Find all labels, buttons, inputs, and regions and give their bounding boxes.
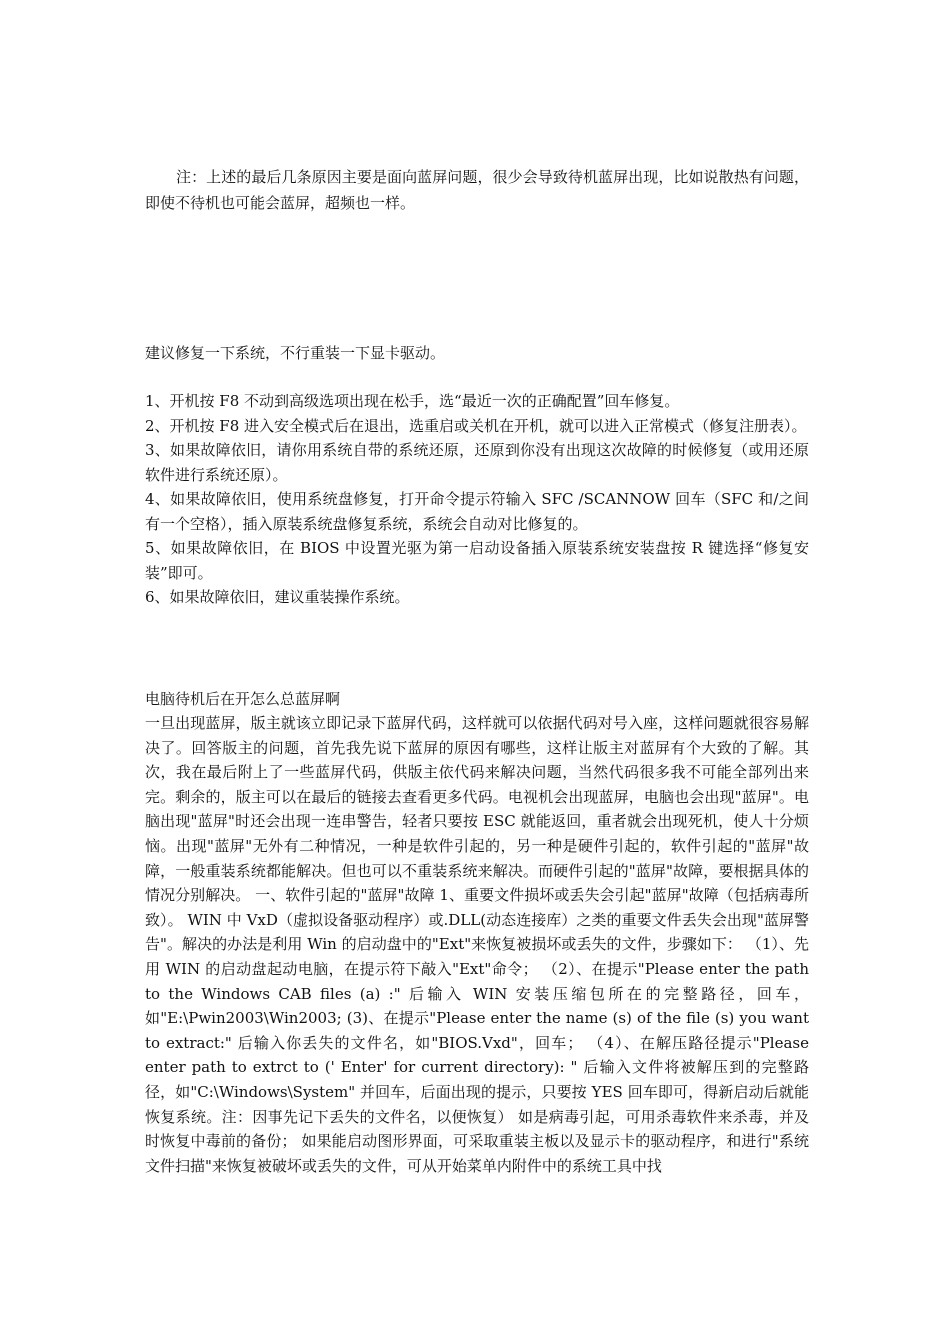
- list-item: 1、开机按 F8 不动到高级选项出现在松手，选“最近一次的正确配置”回车修复。: [145, 392, 680, 410]
- note-paragraph: 注：上述的最后几条原因主要是面向蓝屏问题，很少会导致待机蓝屏出现，比如说散热有问题，即使不待机也可能会蓝屏，超频也一样。: [145, 168, 809, 212]
- repair-steps-list: [145, 389, 809, 610]
- advice-line: 建议修复一下系统，不行重装一下显卡驱动。: [145, 344, 446, 362]
- list-item: 2、开机按 F8 进入安全模式后在退出，选重启或关机在开机，就可以进入正常模式（修复注册表）。: [145, 416, 807, 435]
- list-item: 4、如果故障依旧，使用系统盘修复，打开命令提示符输入 SFC /SCANNOW 回车（SFC 和/之间有一个空格），插入原装系统盘修复系统，系统会自动对比修复的。: [145, 490, 809, 533]
- list-item: 5、如果故障依旧，在 BIOS 中设置光驱为第一启动设备插入原装系统安装盘按 R 键选择“修复安装”即可。: [145, 539, 809, 582]
- list-item: 3、如果故障依旧，请你用系统自带的系统还原，还原到你没有出现这次故障的时候修复（或用还原软件进行系统还原）。: [145, 441, 809, 484]
- section-body: 一旦出现蓝屏，版主就该立即记录下蓝屏代码，这样就可以依据代码对号入座，这样问题就很容易解决了。回答版主的问题，首先我先说下蓝屏的原因有哪些，这样让版主对蓝屏有个大致的了解。其次，我在最后附上了一些蓝屏代码，供版主依代码来解决问题，当然代码很多我不可能全部列出来完。剩余的，版主可以在最后的链接去查看更多代码。电视机会出现蓝屏，电脑也会出现"蓝屏"。电脑出现"蓝屏"时还会出现一连串警告，轻者只要按 ESC 就能返回，重者就会出现死机，使人十分烦恼。出现"蓝屏"无外有二种情况，一种是软件引起的，另一种是硬件引起的，软件引起的"蓝屏"故障，一般重装系统都能解决。但也可以不重装系统来解决。而硬件引起的"蓝屏"故障，要根据具体的情况分别解决。 一、软件引起的"蓝屏"故障 1、重要文件损坏或丢失会引起"蓝屏"故障（包括病毒所致）。 WIN 中 VxD（虚拟设备驱动程序）或.DLL(动态连接库）之类的重要文件丢失会出现"蓝屏警告"。解决的办法是利用 Win 的启动盘中的"Ext"来恢复被损坏或丢失的文件，步骤如下： （1）、先用 WIN 的启动盘起动电脑，在提示符下敲入"Ext"命令； （2）、在提示"Please enter the path to the Windows CAB files (a) :" 后输入 WIN 安装压缩包所在的完整路径，回车，如"E:\Pwin2003\Win2003; (3)、在提示"Please enter the name (s) of the file (s) you want to extract:" 后输入你丢失的文件名，如"BIOS.Vxd"，回车； （4）、在解压路径提示"Please enter path to extrct to (' Enter' for current directory): " 后输入文件将被解压到的完整路径，如"C:\Windows\System" 并回车，后面出现的提示，只要按 YES 回车即可，得新启动后就能恢复系统。注：因事先记下丢失的文件名，以便恢复） 如是病毒引起，可用杀毒软件来杀毒，并及时恢复中毒前的备份； 如果能启动图形界面，可采取重装主板以及显示卡的驱动程序，和进行"系统文件扫描"来恢复被破坏或丢失的文件，可从开始菜单内附件中的系统工具中找: [145, 714, 809, 1175]
- list-item: 6、如果故障依旧，建议重装操作系统。: [145, 588, 410, 606]
- section-heading: 电脑待机后在开怎么总蓝屏啊: [145, 690, 341, 708]
